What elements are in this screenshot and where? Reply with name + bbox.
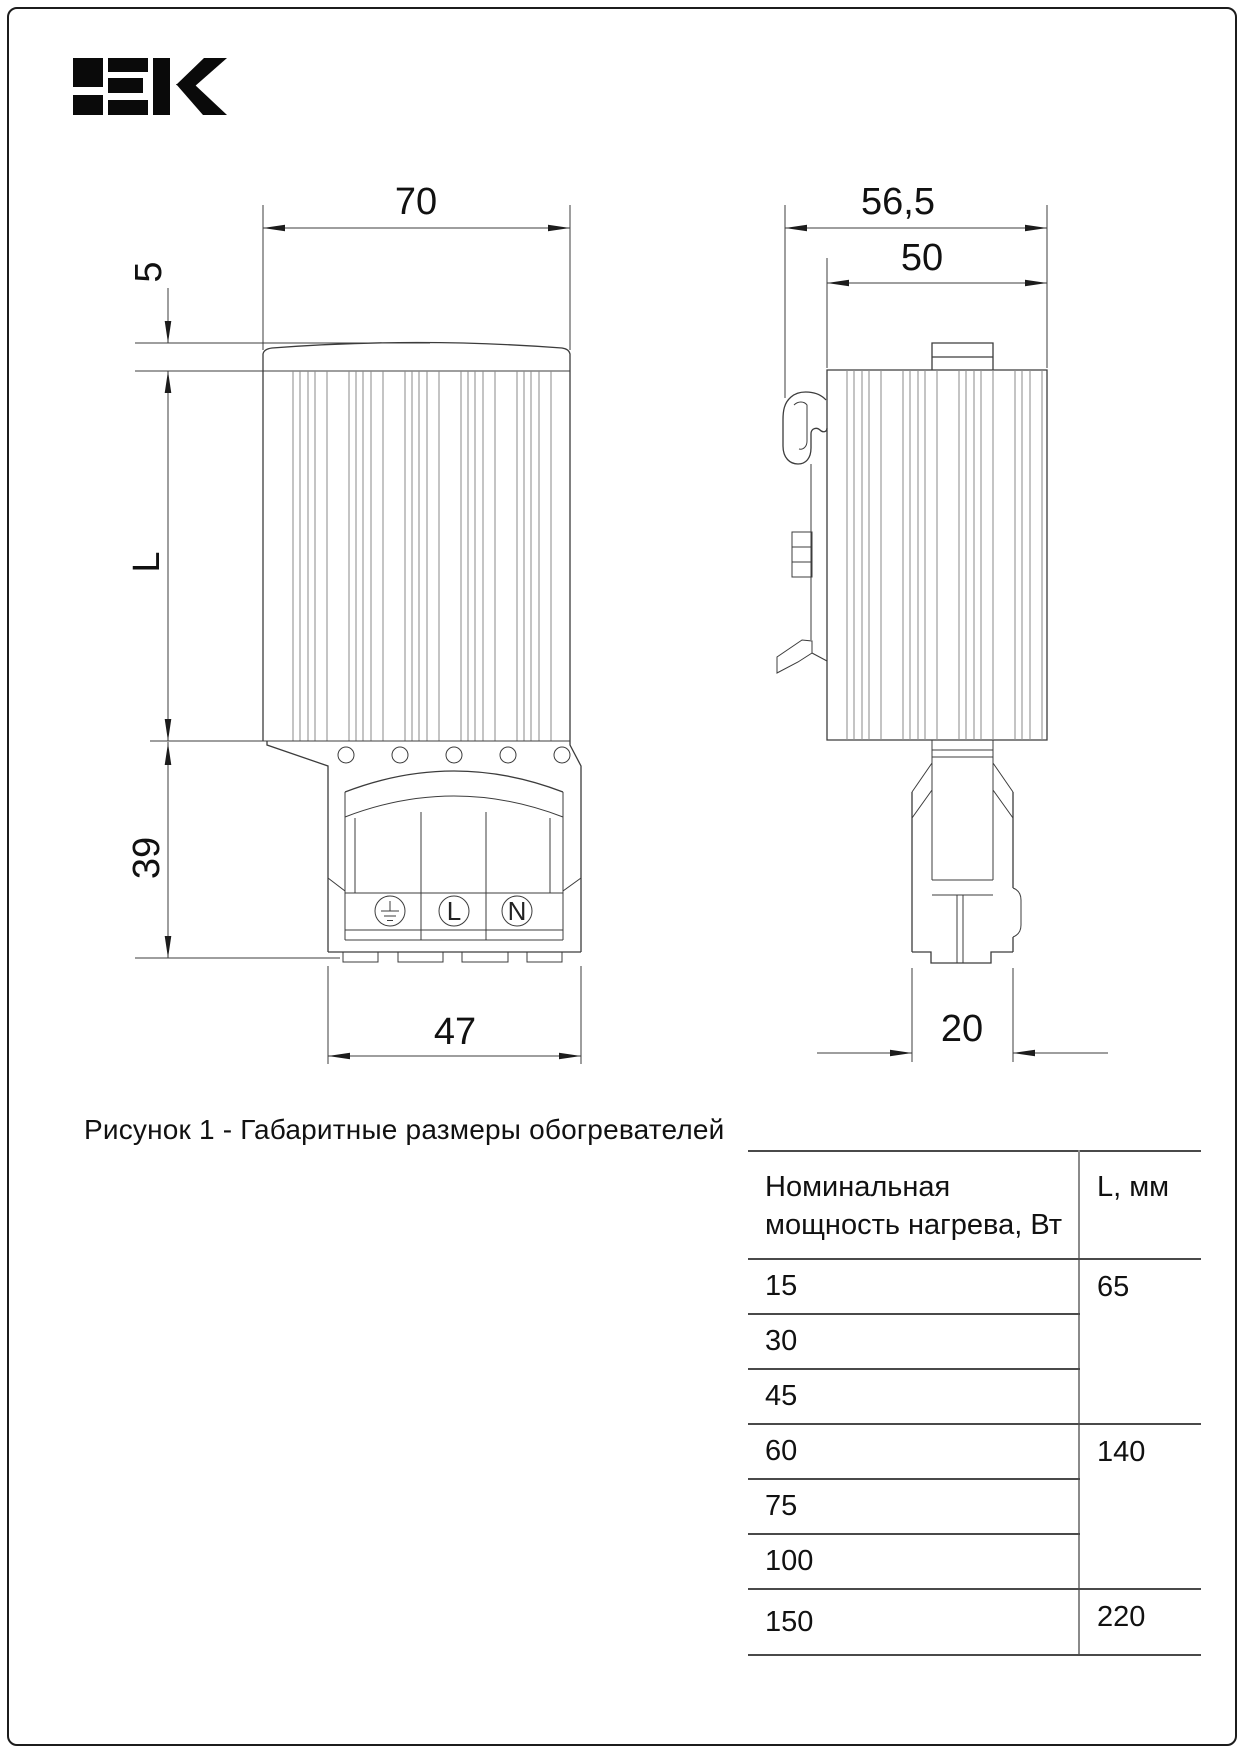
dim-39-label: 39 bbox=[126, 836, 168, 880]
table-header-row bbox=[748, 1151, 1201, 1259]
dim-70 bbox=[263, 181, 570, 350]
side-ribs bbox=[847, 370, 1042, 740]
terminal-block bbox=[328, 771, 581, 962]
front-view bbox=[126, 181, 581, 1064]
power-cell: 15 bbox=[748, 1259, 1079, 1314]
side-top-tab bbox=[932, 343, 993, 370]
earth-terminal-icon bbox=[375, 896, 405, 926]
length-cell: 220 bbox=[1079, 1589, 1201, 1655]
dim-56-5 bbox=[785, 181, 1047, 398]
dim-47-label: 47 bbox=[433, 1011, 477, 1053]
table-row bbox=[748, 1259, 1201, 1314]
length-cell: 140 bbox=[1079, 1424, 1201, 1589]
length-cell: 65 bbox=[1079, 1259, 1201, 1424]
header-power bbox=[748, 1151, 1079, 1259]
terminal-line-label: L bbox=[446, 896, 462, 926]
flange-holes bbox=[338, 747, 570, 763]
dim-L-label: L bbox=[126, 551, 168, 573]
dim-5 bbox=[128, 261, 430, 343]
dim-50-label: 50 bbox=[900, 237, 944, 279]
power-cell: 45 bbox=[748, 1369, 1079, 1424]
power-length-table bbox=[748, 1150, 1201, 1656]
table-row bbox=[748, 1424, 1201, 1479]
din-rail-clip bbox=[777, 392, 827, 673]
dim-5-label: 5 bbox=[128, 261, 170, 283]
dim-L bbox=[126, 371, 171, 741]
power-cell: 75 bbox=[748, 1479, 1079, 1534]
dim-20-label: 20 bbox=[940, 1008, 984, 1050]
line-terminal bbox=[439, 896, 469, 926]
terminal-neutral-label: N bbox=[507, 896, 527, 926]
power-cell: 100 bbox=[748, 1534, 1079, 1589]
terminal-feet bbox=[343, 952, 562, 962]
power-cell: 150 bbox=[748, 1589, 1079, 1655]
dim-56-5-label: 56,5 bbox=[861, 181, 935, 223]
dim-39 bbox=[126, 742, 340, 958]
figure-caption: Рисунок 1 - Габаритные размеры обогревателей bbox=[84, 1114, 725, 1145]
power-cell: 30 bbox=[748, 1314, 1079, 1369]
dim-20 bbox=[817, 968, 1108, 1062]
dim-50 bbox=[827, 237, 1047, 368]
side-terminal-part bbox=[912, 740, 1021, 963]
dim-47 bbox=[328, 966, 581, 1064]
table-row bbox=[748, 1589, 1201, 1655]
heater-cap bbox=[263, 343, 570, 372]
header-length: L, мм bbox=[1079, 1151, 1201, 1259]
header-power-line2: мощность нагрева, Вт bbox=[765, 1209, 1062, 1242]
side-view bbox=[777, 181, 1108, 1062]
dim-70-label: 70 bbox=[394, 181, 438, 223]
power-cell: 60 bbox=[748, 1424, 1079, 1479]
heater-ribs bbox=[293, 371, 551, 741]
header-power-line1: Номинальная bbox=[765, 1171, 951, 1203]
neutral-terminal bbox=[502, 896, 532, 926]
